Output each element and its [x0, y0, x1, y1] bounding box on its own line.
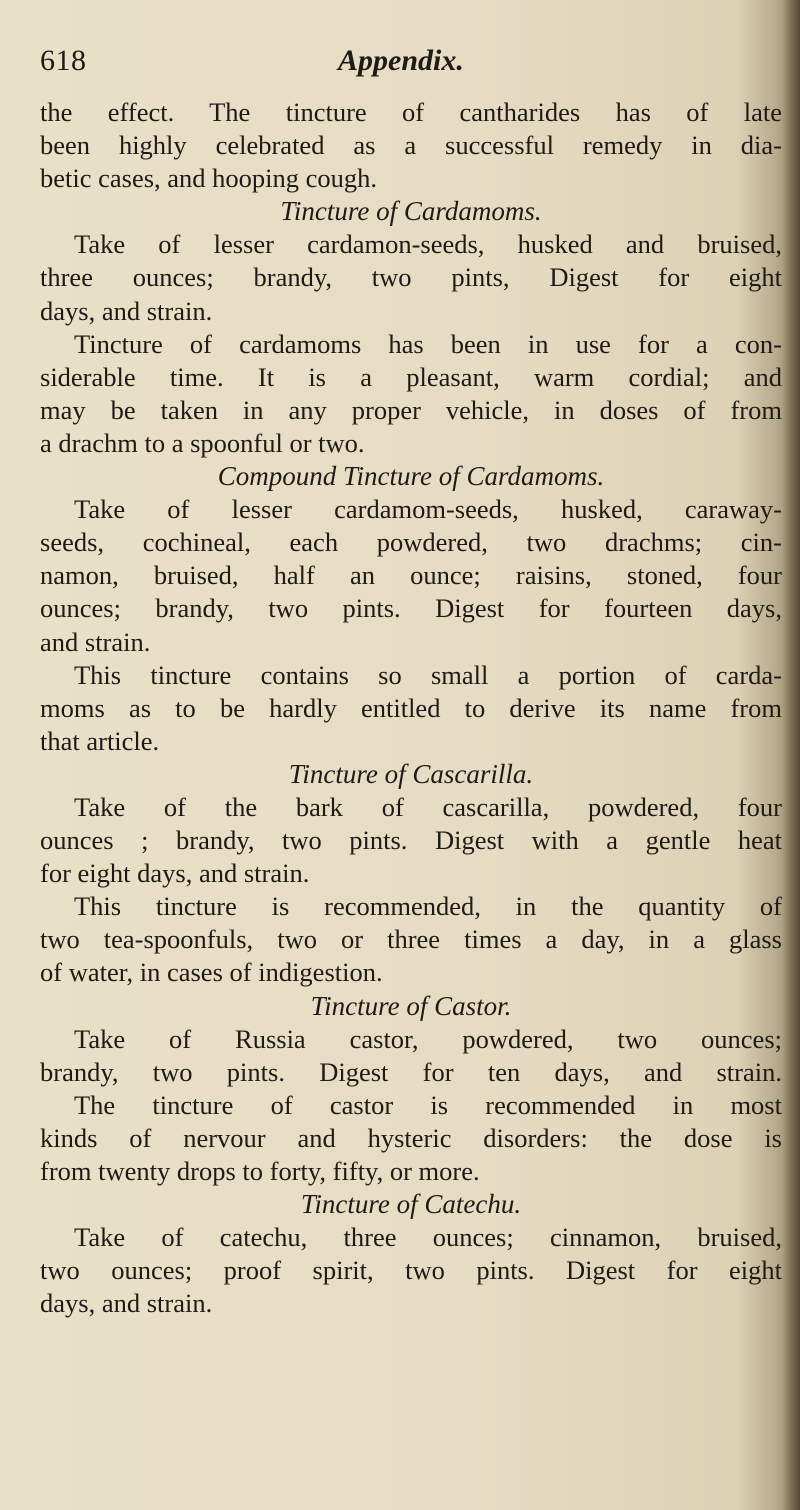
- text-line: kinds of nervour and hysteric disorders: the dose is: [40, 1122, 782, 1153]
- section-heading: Tincture of Catechu.: [300, 1189, 522, 1220]
- text-line: moms as to be hardly entitled to derive its name from: [40, 692, 782, 723]
- text-line: been highly celebrated as a successful remedy in dia-: [40, 130, 782, 161]
- text-line: may be taken in any proper vehicle, in doses of from: [40, 394, 782, 425]
- page-header: [40, 44, 770, 84]
- paragraph-first-line: Take of catechu, three ounces; cinnamon, bruised,: [74, 1222, 782, 1253]
- text-line: ounces ; brandy, two pints. Digest with a gentle heat: [40, 825, 782, 856]
- text-line: two ounces; proof spirit, two pints. Digest for eight: [40, 1255, 782, 1286]
- body-text: [40, 96, 782, 1320]
- paragraph-first-line: Take of the bark of cascarilla, powdered, four: [74, 791, 782, 822]
- text-line: ounces; brandy, two pints. Digest for fourteen days,: [40, 593, 782, 624]
- section-heading: Compound Tincture of Cardamoms.: [217, 461, 605, 492]
- paragraph-first-line: Take of lesser cardamom-seeds, husked, caraway-: [74, 494, 782, 525]
- text-line: and strain.: [40, 626, 151, 657]
- text-line: siderable time. It is a pleasant, warm cordial; and: [40, 361, 782, 392]
- text-line: of water, in cases of indigestion.: [40, 957, 383, 988]
- text-line: namon, bruised, half an ounce; raisins, stoned, four: [40, 560, 782, 591]
- text-line: three ounces; brandy, two pints, Digest for eight: [40, 262, 782, 293]
- text-line: from twenty drops to forty, fifty, or more.: [40, 1156, 480, 1186]
- running-head: Appendix.: [338, 44, 464, 77]
- text-line: a drachm to a spoonful or two.: [40, 427, 365, 458]
- page-edge-shadow: [782, 0, 800, 1510]
- paragraph-first-line: Take of Russia castor, powdered, two ounces;: [74, 1023, 782, 1054]
- paragraph-first-line: The tincture of castor is recommended in most: [74, 1089, 782, 1120]
- text-line: days, and strain.: [40, 295, 213, 326]
- text-line: for eight days, and strain.: [40, 858, 310, 889]
- text-line: two tea-spoonfuls, two or three times a day, in a glass: [40, 924, 782, 955]
- section-heading: Tincture of Cardamoms.: [280, 196, 542, 227]
- text-line: seeds, cochineal, each powdered, two drachms; cin-: [40, 527, 782, 558]
- text-line: brandy, two pints. Digest for ten days, and strain.: [40, 1056, 782, 1087]
- paragraph-first-line: This tincture is recommended, in the quantity of: [74, 891, 782, 922]
- paragraph-first-line: This tincture contains so small a portion of carda-: [74, 659, 782, 690]
- text-line: that article.: [40, 725, 160, 756]
- text-line: days, and strain.: [40, 1288, 213, 1319]
- text-line: betic cases, and hooping cough.: [40, 163, 378, 194]
- section-heading: Tincture of Cascarilla.: [288, 758, 534, 789]
- text-line: the effect. The tincture of cantharides has of late: [40, 97, 782, 127]
- page-number: 618: [40, 44, 87, 77]
- paragraph-first-line: Take of lesser cardamon-seeds, husked and bruised,: [74, 229, 782, 260]
- paragraph-first-line: Tincture of cardamoms has been in use for a con-: [74, 328, 782, 359]
- section-heading: Tincture of Castor.: [310, 990, 512, 1021]
